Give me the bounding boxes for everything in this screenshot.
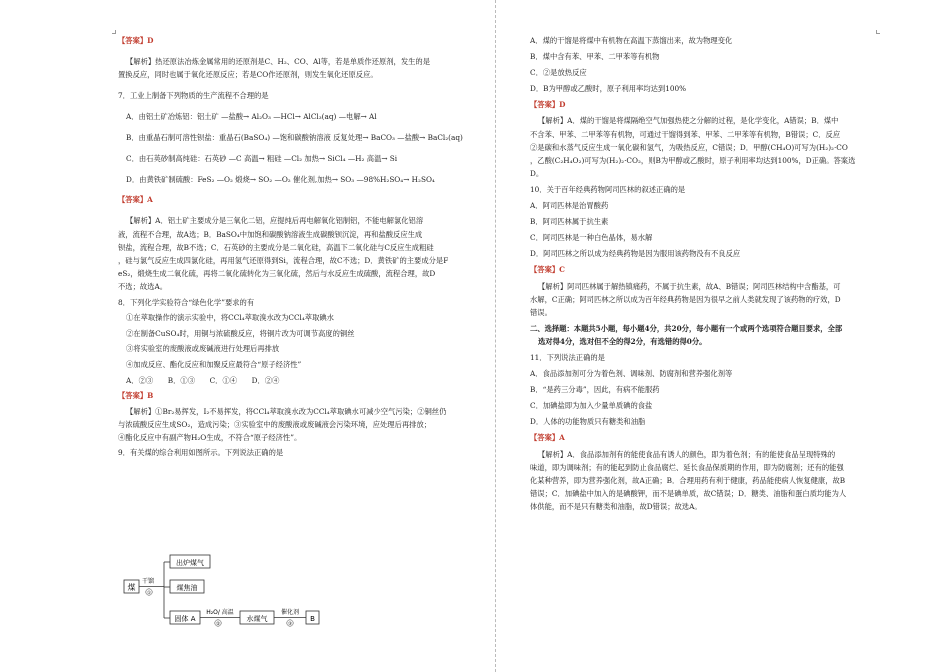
right-column	[530, 36, 875, 515]
q7-option-a: A．由铝土矿冶炼铝：铝土矿 —盐酸→ Al₂O₃ —HCl→ AlCl₃(aq) —电解→ Al	[126, 111, 377, 121]
q11-explanation-line: 体供能，而不是只有糖类和油脂，故D错误；故选A。	[530, 501, 702, 511]
q11-stem: 11．下列说法正确的是	[530, 352, 605, 362]
step-3-number: ③	[287, 622, 293, 627]
crop-mark	[112, 30, 116, 34]
q11-answer: 【答案】A	[530, 433, 565, 443]
q8-statement-1: ①在萃取操作的演示实验中，将CCl₄萃取溴水改为CCl₄萃取碘水	[126, 313, 334, 323]
coal-label: 煤	[127, 583, 136, 592]
q7-option-b: B．由重晶石制可溶性钡盐：重晶石(BaSO₄) —饱和碳酸钠溶液 反复处理→ BaCO₃ —盐酸→ BaCl₂(aq)	[126, 132, 463, 142]
q7-stem: 7．工业上制备下列物质的生产流程不合理的是	[118, 90, 269, 100]
q8-explanation-line: ④酯化反应中有副产物H₂O生成，不符合“原子经济性”。	[118, 432, 302, 442]
solid-a-label: 固体 A	[174, 615, 196, 623]
step-1-number: ①	[146, 591, 152, 596]
section-2-heading: 二、选择题：本题共5小题，每小题4分，共20分，每小题有一个或两个选项符合题目要求，全部	[530, 323, 843, 333]
q7-answer: 【答案】A	[118, 195, 153, 205]
q7-explanation-line: eS₂，煅烧生成二氧化硫，再将二氧化硫转化为三氧化硫，然后与水反应生成硫酸，流程合理，故D	[118, 268, 436, 278]
q9-stem: 9．有关煤的综合利用如图所示。下列说法正确的是	[118, 448, 284, 458]
water-gas-label: 水煤气	[246, 615, 268, 623]
q7-explanation-line: 钡盐，流程合理，故B不选；C．石英砂的主要成分是二氧化硅，高温下二氧化硅与C反应生成粗硅	[118, 242, 434, 252]
q11-explanation-line: 【解析】A．食品添加剂有的能使食品有诱人的颜色，即为着色剂；有的能使食品呈现特殊的	[538, 449, 836, 459]
q7-explanation-line: 液，流程不合理，故A选；B．BaSO₄中加饱和碳酸钠溶液生成碳酸钡沉淀，再和盐酸反应生成	[118, 229, 423, 239]
q8-statement-2: ②在制备CuSO₄时，用铜与浓硫酸反应，将铜片改为可调节高度的铜丝	[126, 328, 355, 338]
q8-stem: 8．下列化学实验符合“绿色化学”要求的有	[118, 297, 255, 307]
q8-explanation-line: 【解析】①Br₂易挥发，I₂不易挥发，将CCl₄萃取溴水改为CCl₄萃取碘水可减少空气污染；②铜丝仍	[126, 406, 447, 416]
q10-answer: 【答案】C	[530, 265, 565, 275]
q6-explanation-line: 置换反应，同时也属于氧化还原反应；若是CO作还原剂，则发生氧化还原反应。	[118, 69, 378, 79]
q9-option-d: D．B为甲醇或乙酸时，原子利用率均达到100%	[530, 84, 687, 94]
q7-explanation-line: 不选；故选A。	[118, 281, 168, 291]
q11-option-d: D．人体的功能物质只有糖类和油脂	[530, 417, 646, 427]
q11-option-b: B．“是药三分毒”，因此，有病不能服药	[530, 385, 660, 395]
q10-option-a: A．阿司匹林是治胃酸药	[530, 201, 609, 211]
step-2-number: ②	[215, 622, 221, 627]
q10-stem: 10．关于百年经典药物阿司匹林的叙述正确的是	[530, 184, 686, 194]
dry-distillation-label: 干馏	[141, 578, 155, 585]
catalyst-label: 催化剂	[280, 609, 300, 616]
product-b-label: B	[310, 615, 315, 623]
coal-tar-label: 煤焦油	[176, 584, 198, 592]
center-fold-line	[495, 0, 497, 672]
q11-explanation-line: 错误；C．加碘盐中加入的是碘酸钾，而不是碘单质，故C错误；D．糖类、油脂和蛋白质均能为人	[530, 488, 847, 498]
coal-utilization-diagram	[120, 552, 335, 632]
q6-answer: 【答案】D	[118, 36, 154, 45]
q10-explanation-line: 【解析】阿司匹林属于解热镇痛药，不属于抗生素，故A、B错误；阿司匹林结构中含酯基，可	[538, 281, 841, 291]
left-column	[118, 36, 463, 469]
q11-explanation-line: 化某种营养，即为营养强化剂，故A正确；B．合理用药有利于健康，药品能使病人恢复健康，故B	[530, 475, 846, 485]
furnace-gas-label: 出炉煤气	[176, 559, 204, 567]
section-2-heading-line-2: 选对得4分，选对但不全的得2分，有选错的得0分。	[538, 336, 707, 346]
q8-statement-3: ③将实验室的废酸液或废碱液进行处理后再排放	[126, 344, 280, 354]
q7-explanation-line: 【解析】A．铝土矿主要成分是三氧化二铝，应提纯后再电解氧化铝制铝，不能电解氯化铝溶	[126, 216, 424, 226]
q8-explanation-line: 与浓硫酸反应生成SO₂，造成污染；③实验室中的废酸液或废碱液会污染环境，应处理后再排放；	[118, 419, 432, 429]
q9-option-c: C．②是放热反应	[530, 68, 587, 78]
q8-answer: 【答案】B	[118, 391, 154, 401]
q9-answer: 【答案】D	[530, 100, 566, 110]
q9-option-a: A．煤的干馏是将煤中有机物在高温下蒸馏出来，故为物理变化	[530, 36, 733, 45]
q10-option-c: C．阿司匹林是一种白色晶体，易水解	[530, 233, 653, 243]
q6-explanation-line: 【解析】热还原法冶炼金属常用的还原剂是C、H₂、CO、Al等，若是单质作还原剂，发生的是	[126, 56, 431, 66]
q8-statement-4: ④加成反应、酯化反应和加聚反应最符合“原子经济性”	[126, 359, 302, 369]
q9-explanation-line: ②是碳和水蒸气反应生成一氧化碳和氢气，为吸热反应，C错误；D．甲醇(CH₄O)可写为(H₂)₂·CO	[530, 142, 848, 152]
q7-option-c: C．由石英砂制高纯硅：石英砂 —C 高温→ 粗硅 —Cl₂ 加热→ SiCl₄ —H₂ 高温→ Si	[126, 153, 398, 163]
q7-option-d: D．由黄铁矿制硫酸：FeS₂ —O₂ 煅烧→ SO₂ —O₂ 催化剂,加热→ SO₃ —98%H₂SO₄→ H₂SO₄	[126, 174, 435, 184]
q10-option-b: B．阿司匹林属于抗生素	[530, 217, 609, 227]
q11-option-a: A．食品添加剂可分为着色剂、调味剂、防腐剂和营养强化剂等	[530, 369, 733, 379]
q10-explanation-line: 水解，C正确；阿司匹林之所以成为百年经典药物是因为很早之前人类就发现了该药物的疗效，D	[530, 294, 841, 304]
q9-explanation-line: D。	[530, 168, 544, 178]
q11-option-c: C．加碘盐即为加入少量单质碘的食盐	[530, 401, 653, 411]
q9-option-b: B．煤中含有苯、甲苯、二甲苯等有机物	[530, 52, 660, 62]
q10-explanation-line: 错误。	[530, 307, 552, 317]
q9-explanation-line: ，乙酸(C₂H₄O₂)可写为(H₂)₂·CO₂，则B为甲醇或乙酸时，原子利用率均达到100%，D正确。答案选	[530, 155, 856, 165]
q10-option-d: D．阿司匹林之所以成为经典药物是因为服用该药物没有不良反应	[530, 249, 741, 259]
q9-explanation-line: 【解析】A．煤的干馏是将煤隔绝空气加强热使之分解的过程，是化学变化，A错误；B．煤中	[538, 116, 839, 126]
q11-explanation-line: 味道，即为调味剂；有的能起到防止食品腐烂、延长食品保质期的作用，即为防腐剂；还有的能强	[530, 462, 844, 472]
q7-explanation-line: ，硅与氯气反应生成四氯化硅，再用氢气还原得到Si，流程合理，故C不选；D．黄铁矿的主要成分是F	[118, 255, 449, 265]
crop-mark	[876, 30, 880, 34]
q8-options: A．②③ B．①③ C．①④ D．②④	[126, 375, 280, 385]
reaction-condition-label: H₂O/ 高温	[206, 609, 234, 616]
q9-explanation-line: 不含苯、甲苯、二甲苯等有机物，可通过干馏得到苯、甲苯、二甲苯等有机物，B错误；C．反应	[530, 129, 841, 139]
